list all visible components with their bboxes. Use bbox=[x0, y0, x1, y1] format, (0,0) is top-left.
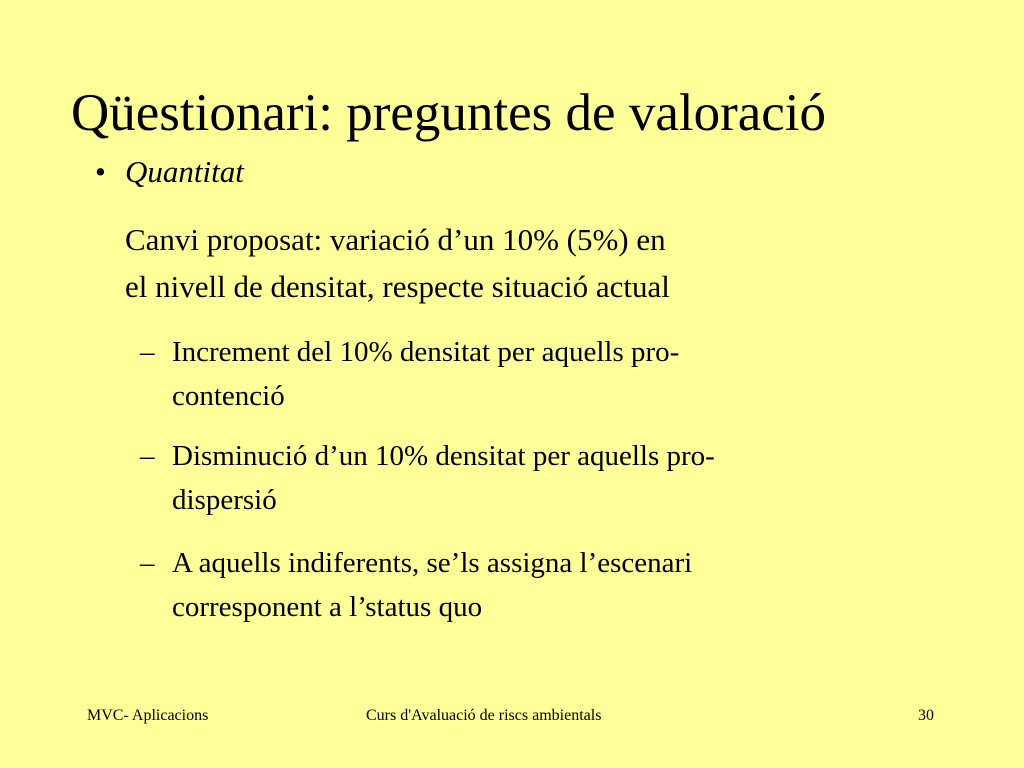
dash-icon: – bbox=[140, 336, 155, 368]
paragraph-line: Canvi proposat: variació d’un 10% (5%) en bbox=[125, 222, 666, 257]
slide-page-number: 30 bbox=[918, 707, 934, 724]
footer-course-title: Curs d'Avaluació de riscs ambientals bbox=[366, 707, 602, 724]
bullet-dot-icon: • bbox=[95, 154, 106, 189]
sub-item-text bbox=[172, 434, 932, 522]
slide-title: Qüestionari: preguntes de valoració bbox=[71, 84, 826, 142]
proposed-change-paragraph bbox=[125, 216, 945, 310]
sub-item-text bbox=[172, 541, 932, 629]
sub-item-line: dispersió bbox=[172, 484, 277, 516]
sub-item-line: A aquells indiferents, se’ls assigna l’escenari bbox=[172, 547, 693, 579]
sub-item-line: corresponent a l’status quo bbox=[172, 591, 483, 623]
dash-icon: – bbox=[140, 547, 155, 579]
footer-left-text: MVC- Aplicacions bbox=[87, 707, 209, 724]
sub-item-line: contenció bbox=[172, 380, 285, 412]
dash-icon: – bbox=[140, 440, 155, 472]
bullet-label: Quantitat bbox=[125, 154, 244, 189]
sub-item-line: Increment del 10% densitat per aquells pro- bbox=[172, 336, 680, 368]
paragraph-line: el nivell de densitat, respecte situació actual bbox=[125, 269, 670, 304]
sub-item-text bbox=[172, 330, 932, 418]
sub-item-line: Disminució d’un 10% densitat per aquells pro- bbox=[172, 440, 715, 472]
